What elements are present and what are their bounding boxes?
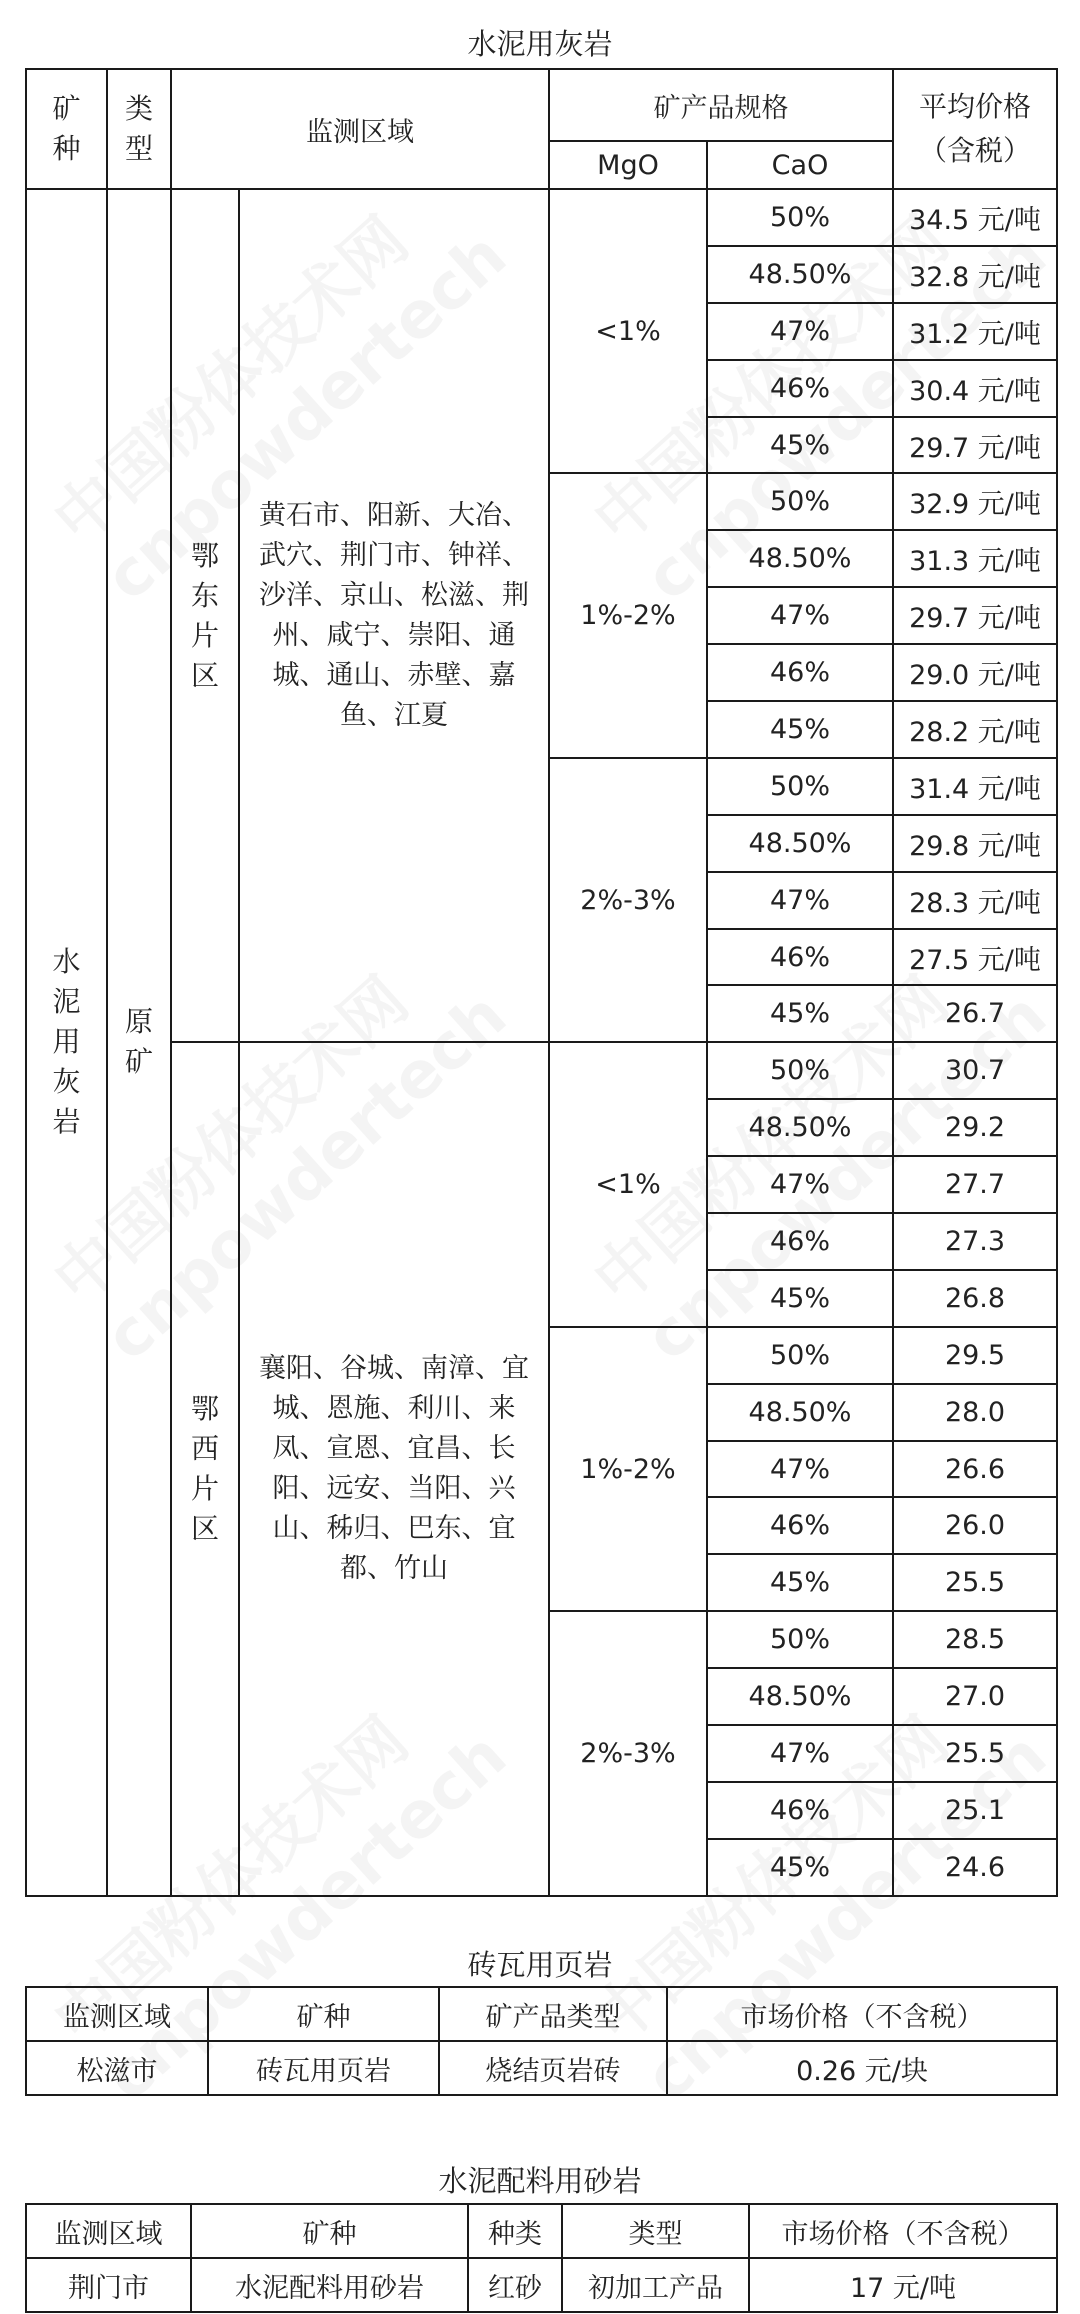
price-cell: 29.7 元/吨: [893, 587, 1057, 644]
price-cell: 26.7: [893, 985, 1057, 1042]
price-cell: 28.3 元/吨: [893, 872, 1057, 929]
table-header-row: [26, 69, 1057, 141]
cao-cell: 47%: [707, 303, 893, 360]
header-cell: 矿产品类型: [439, 1987, 667, 2041]
header-cell: 市场价格（不含税）: [667, 1987, 1057, 2041]
cao-cell: 50%: [707, 1327, 893, 1384]
cao-cell: 50%: [707, 473, 893, 530]
price-cell: 31.3 元/吨: [893, 530, 1057, 587]
cao-cell: 50%: [707, 758, 893, 815]
cao-cell: 48.50%: [707, 1099, 893, 1156]
cao-cell: 48.50%: [707, 1668, 893, 1725]
table-header-row: [26, 2204, 1057, 2258]
cao-cell: 47%: [707, 872, 893, 929]
zone-cell: 鄂 西 片 区: [171, 1042, 239, 1895]
cao-cell: 46%: [707, 929, 893, 986]
price-cell: 31.2 元/吨: [893, 303, 1057, 360]
cao-cell: 45%: [707, 985, 893, 1042]
mineral-cell: 水 泥 用 灰 岩: [26, 189, 107, 1896]
mgo-cell: <1%: [549, 189, 707, 473]
price-cell: 26.8: [893, 1270, 1057, 1327]
table-cell: 砖瓦用页岩: [208, 2041, 439, 2095]
cao-cell: 46%: [707, 360, 893, 417]
table-row: [26, 2041, 1057, 2095]
cao-cell: 46%: [707, 644, 893, 701]
cao-cell: 48.50%: [707, 530, 893, 587]
cao-cell: 45%: [707, 701, 893, 758]
header-region: 监测区域: [171, 69, 549, 189]
table-header-row: [26, 1987, 1057, 2041]
price-cell: 29.2: [893, 1099, 1057, 1156]
cao-cell: 45%: [707, 417, 893, 474]
table-cell: 水泥配料用砂岩: [191, 2258, 468, 2312]
price-cell: 27.5 元/吨: [893, 929, 1057, 986]
price-cell: 25.5: [893, 1554, 1057, 1611]
cao-cell: 47%: [707, 587, 893, 644]
header-spec: 矿产品规格: [549, 69, 893, 141]
table-row: [26, 189, 1057, 246]
price-cell: 32.9 元/吨: [893, 473, 1057, 530]
price-cell: 28.5: [893, 1611, 1057, 1668]
price-cell: 29.0 元/吨: [893, 644, 1057, 701]
price-cell: 30.7: [893, 1042, 1057, 1099]
mgo-cell: 2%-3%: [549, 1611, 707, 1895]
price-cell: 26.6: [893, 1441, 1057, 1498]
mgo-cell: <1%: [549, 1042, 707, 1326]
header-cell: 矿种: [208, 1987, 439, 2041]
table2-title: 砖瓦用页岩: [467, 1948, 613, 1982]
table-cell: 17 元/吨: [749, 2258, 1057, 2312]
cao-cell: 48.50%: [707, 815, 893, 872]
table1-title: 水泥用灰岩: [467, 27, 613, 61]
cao-cell: 48.50%: [707, 1384, 893, 1441]
header-cell: 监测区域: [26, 1987, 208, 2041]
cao-cell: 45%: [707, 1839, 893, 1896]
limestone-price-table: [25, 68, 1058, 1897]
header-cell: 市场价格（不含税）: [749, 2204, 1057, 2258]
price-cell: 30.4 元/吨: [893, 360, 1057, 417]
header-cell: 种类: [468, 2204, 562, 2258]
table-row: [26, 2258, 1057, 2312]
table3-title: 水泥配料用砂岩: [438, 2164, 642, 2198]
header-cell: 矿种: [191, 2204, 468, 2258]
price-cell: 27.3: [893, 1213, 1057, 1270]
cao-cell: 46%: [707, 1497, 893, 1554]
cao-cell: 50%: [707, 1042, 893, 1099]
cao-cell: 46%: [707, 1782, 893, 1839]
price-cell: 29.5: [893, 1327, 1057, 1384]
table-cell: 松滋市: [26, 2041, 208, 2095]
price-cell: 27.7: [893, 1156, 1057, 1213]
table-cell: 初加工产品: [562, 2258, 749, 2312]
shale-price-table: [25, 1986, 1058, 2096]
table-row: [26, 1042, 1057, 1099]
header-type: 类 型: [107, 69, 171, 189]
cao-cell: 50%: [707, 1611, 893, 1668]
header-price: 平均价格 （含税）: [893, 69, 1057, 189]
price-cell: 31.4 元/吨: [893, 758, 1057, 815]
cao-cell: 50%: [707, 189, 893, 246]
cao-cell: 47%: [707, 1441, 893, 1498]
table-cell: 荆门市: [26, 2258, 191, 2312]
mgo-cell: 1%-2%: [549, 1327, 707, 1611]
price-cell: 25.1: [893, 1782, 1057, 1839]
region-cities-cell: 黄石市、阳新、大冶、武穴、荆门市、钟祥、沙洋、京山、松滋、荆州、咸宁、崇阳、通城、通山、赤壁、嘉鱼、江夏: [239, 189, 549, 1042]
mgo-cell: 2%-3%: [549, 758, 707, 1042]
table-cell: 烧结页岩砖: [439, 2041, 667, 2095]
cao-cell: 47%: [707, 1156, 893, 1213]
price-cell: 32.8 元/吨: [893, 246, 1057, 303]
price-cell: 34.5 元/吨: [893, 189, 1057, 246]
price-cell: 26.0: [893, 1497, 1057, 1554]
price-cell: 29.7 元/吨: [893, 417, 1057, 474]
type-cell: 原 矿: [107, 189, 171, 1896]
header-mineral: 矿 种: [26, 69, 107, 189]
cao-cell: 47%: [707, 1725, 893, 1782]
zone-cell: 鄂 东 片 区: [171, 189, 239, 1042]
price-cell: 27.0: [893, 1668, 1057, 1725]
price-cell: 28.2 元/吨: [893, 701, 1057, 758]
mgo-cell: 1%-2%: [549, 473, 707, 757]
cao-cell: 48.50%: [707, 246, 893, 303]
price-cell: 28.0: [893, 1384, 1057, 1441]
header-mgo: MgO: [549, 141, 707, 189]
header-cell: 监测区域: [26, 2204, 191, 2258]
sandstone-price-table: [25, 2203, 1058, 2313]
table-cell: 0.26 元/块: [667, 2041, 1057, 2095]
table-cell: 红砂: [468, 2258, 562, 2312]
region-cities-cell: 襄阳、谷城、南漳、宜城、恩施、利川、来凤、宣恩、宜昌、长阳、远安、当阳、兴山、秭归、巴东、宜都、竹山: [239, 1042, 549, 1895]
header-cao: CaO: [707, 141, 893, 189]
cao-cell: 45%: [707, 1270, 893, 1327]
cao-cell: 46%: [707, 1213, 893, 1270]
cao-cell: 45%: [707, 1554, 893, 1611]
price-cell: 25.5: [893, 1725, 1057, 1782]
header-cell: 类型: [562, 2204, 749, 2258]
price-cell: 24.6: [893, 1839, 1057, 1896]
price-cell: 29.8 元/吨: [893, 815, 1057, 872]
